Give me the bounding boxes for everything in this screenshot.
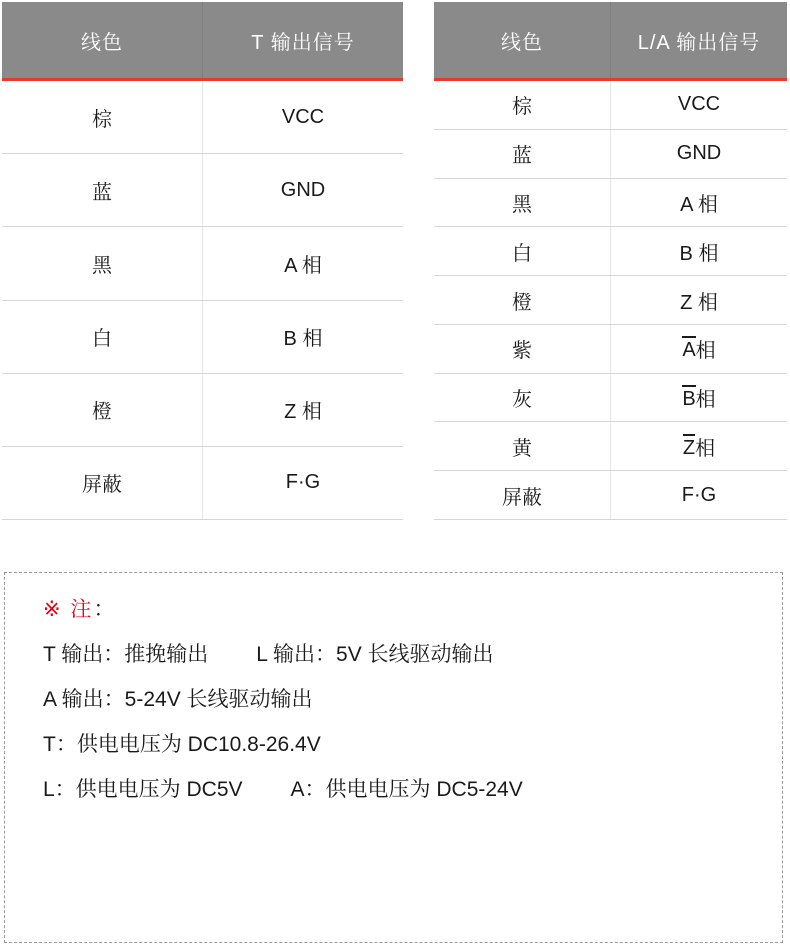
wire-color-cell: 黑 <box>434 179 611 227</box>
signal-cell: B 相 <box>611 374 787 422</box>
note-lines <box>43 632 762 812</box>
signal-cell: F·G <box>285 471 321 494</box>
note-marker: ※ 注 <box>43 598 94 621</box>
note-text: A：供电电压为 DC5-24V <box>290 778 523 801</box>
wire-color-cell: 紫 <box>434 325 611 373</box>
wire-color-cell: 橙 <box>2 374 203 446</box>
note-colon: ： <box>93 598 115 621</box>
note-text: T：供电电压为 DC10.8-26.4V <box>43 733 321 756</box>
signal-cell: A 相 <box>611 325 787 373</box>
wire-color-cell: 白 <box>434 227 611 275</box>
wire-color-cell: 灰 <box>434 374 611 422</box>
la-output-table <box>434 2 787 520</box>
signal-cell: Z 相 <box>611 422 787 470</box>
signal-cell: GND <box>676 142 722 165</box>
note-text: A 输出：5-24V 长线驱动输出 <box>43 688 313 711</box>
note-text: L：供电电压为 DC5V <box>43 778 243 801</box>
note-text: L 输出：5V 长线驱动输出 <box>256 643 494 666</box>
note-line <box>43 767 762 812</box>
header-wire-color: 线色 <box>2 2 203 78</box>
signal-cell: B 相 <box>679 242 719 265</box>
table-row <box>434 421 787 470</box>
table-row <box>2 373 403 446</box>
table-row <box>2 300 403 373</box>
overlined-letter: Z <box>683 434 695 459</box>
table-body <box>2 81 403 520</box>
signal-cell: A 相 <box>284 254 322 277</box>
header-wire-color: 线色 <box>434 2 611 78</box>
note-line <box>43 722 762 767</box>
table-row <box>2 446 403 519</box>
table-body <box>434 81 787 520</box>
note-line <box>43 677 762 722</box>
wire-color-cell: 蓝 <box>2 154 203 226</box>
wire-color-cell: 屏蔽 <box>2 447 203 519</box>
signal-cell: GND <box>280 178 326 201</box>
table-row <box>2 81 403 153</box>
t-output-table <box>2 2 403 520</box>
table-row <box>434 373 787 422</box>
wire-color-cell: 黄 <box>434 422 611 470</box>
wire-color-cell: 棕 <box>2 81 203 153</box>
table-row <box>2 226 403 299</box>
table-row <box>434 226 787 275</box>
header-la-output-signal: L/A 输出信号 <box>637 31 761 54</box>
table-row <box>2 153 403 226</box>
header-t-output-signal: T 输出信号 <box>251 31 355 54</box>
signal-cell: B 相 <box>283 328 323 351</box>
note-line <box>43 632 762 677</box>
table-header-row <box>434 2 787 81</box>
signal-cell: A 相 <box>680 193 718 216</box>
note-text: T 输出：推挽输出 <box>43 643 209 666</box>
wire-color-cell: 蓝 <box>434 130 611 178</box>
wire-color-cell: 白 <box>2 301 203 373</box>
table-row <box>434 470 787 519</box>
signal-cell: VCC <box>281 105 325 128</box>
signal-cell: Z 相 <box>680 291 718 314</box>
note-title <box>43 587 762 632</box>
wire-color-cell: 屏蔽 <box>434 471 611 519</box>
table-row <box>434 129 787 178</box>
signal-cell: F·G <box>681 483 717 506</box>
table-header-row <box>2 2 403 81</box>
overlined-letter: A <box>682 336 695 361</box>
note-box <box>4 572 783 943</box>
signal-cell: VCC <box>677 93 721 116</box>
wire-color-cell: 黑 <box>2 227 203 299</box>
table-row <box>434 275 787 324</box>
signal-cell: Z 相 <box>284 401 322 424</box>
wire-color-cell: 橙 <box>434 276 611 324</box>
overlined-letter: B <box>682 385 695 410</box>
table-row <box>434 178 787 227</box>
wire-color-cell: 棕 <box>434 81 611 129</box>
table-row <box>434 81 787 129</box>
table-row <box>434 324 787 373</box>
